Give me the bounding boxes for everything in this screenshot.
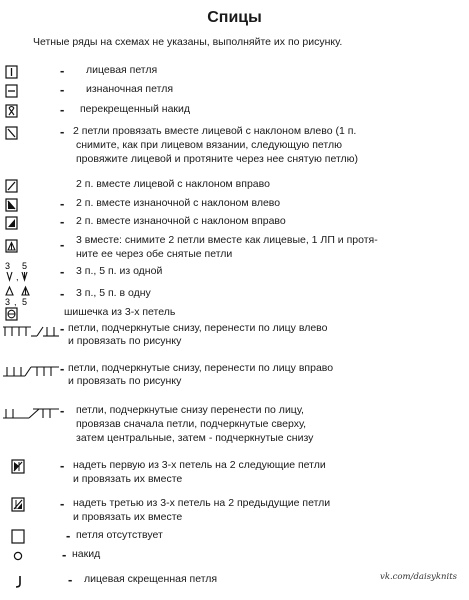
dash: - — [60, 403, 65, 418]
knit-stitch-icon — [3, 64, 55, 82]
legend-text: затем центральные, затем - подчеркнутые снизу — [76, 432, 314, 444]
legend-text: снимите, как при лицевом вязании, следующую петлю — [76, 139, 342, 151]
legend-text: и провязать их вместе — [73, 511, 183, 523]
dash: - — [60, 102, 65, 117]
legend-text: 3 п., 5 п. в одну — [76, 287, 151, 299]
k3tog-icon — [3, 238, 55, 256]
k2tog-right-icon — [3, 178, 55, 196]
legend-text: провяжите лицевой и протяните через нее снятую петлю) — [76, 153, 359, 165]
dash: - — [60, 214, 65, 229]
legend-text: 2 п. вместе изнаночной с наклоном вправо — [76, 215, 286, 227]
dash: - — [62, 547, 67, 562]
k2tog-left-icon — [3, 125, 55, 143]
svg-text:5: 5 — [22, 261, 28, 271]
legend-text: петли, подчеркнутые снизу, перенести по лицу вправо — [68, 362, 334, 374]
watermark: vk.com/daisyknits — [380, 572, 457, 582]
increase-3-5-icon — [3, 261, 55, 283]
legend-text: 2 п. вместе лицевой с наклоном вправо — [76, 178, 270, 190]
legend-text: и провязать по рисунку — [68, 335, 182, 347]
dash: - — [60, 82, 65, 97]
legend-text: лицевая петля — [86, 64, 158, 76]
dash: - — [68, 572, 73, 587]
dash: - — [60, 63, 65, 78]
svg-text:3: 3 — [5, 261, 11, 271]
legend-text: и провязать по рисунку — [68, 375, 182, 387]
legend-text: 3 п., 5 п. из одной — [76, 265, 163, 277]
legend-text: шишечка из 3-х петель — [64, 306, 176, 318]
yarn-over-icon — [10, 548, 62, 566]
dash: - — [60, 361, 65, 376]
p2tog-left-icon — [3, 197, 55, 215]
legend-text: перекрещенный накид — [80, 103, 190, 115]
svg-text:,: , — [16, 272, 19, 282]
cross-right-icon — [3, 362, 63, 380]
twisted-knit-icon — [12, 573, 64, 591]
decrease-3-5-icon — [3, 285, 55, 307]
purl-stitch-icon — [3, 83, 55, 101]
dash: - — [60, 264, 65, 279]
legend-text: 2 п. вместе изнаночной с наклоном влево — [76, 197, 281, 209]
svg-text:3: 3 — [5, 297, 11, 307]
no-stitch-icon — [10, 529, 62, 547]
legend-text: провязав сначала петли, подчеркнутые сверху, — [76, 418, 307, 430]
pass-first-over-icon — [10, 458, 65, 477]
legend-text: петли, подчеркнутые снизу перенести по лицу, — [76, 404, 304, 416]
dash: - — [60, 496, 65, 511]
page-title: Спицы — [207, 9, 262, 26]
dash: - — [60, 286, 65, 301]
svg-text:,: , — [14, 297, 17, 307]
legend-text: изнаночная петля — [86, 83, 174, 95]
p2tog-right-icon — [3, 215, 55, 233]
legend-text: надеть первую из 3-х петель на 2 следующие петли — [73, 459, 326, 471]
cross-left-icon — [3, 322, 63, 340]
legend-text: петля отсутствует — [76, 529, 163, 541]
legend-text: и провязать их вместе — [73, 473, 183, 485]
legend-text: 3 вместе: снимите 2 петли вместе как лицевые, 1 ЛП и протя- — [76, 234, 378, 246]
dash: - — [60, 237, 65, 252]
twisted-yarn-over-icon — [3, 103, 55, 121]
legend-text: 2 петли провязать вместе лицевой с наклоном влево (1 п. — [73, 125, 357, 137]
legend-text: надеть третью из 3-х петель на 2 предыдущие петли — [73, 497, 331, 509]
page-subtitle: Четные ряды на схемах не указаны, выполняйте их по рисунку. — [33, 36, 343, 48]
dash: - — [60, 321, 65, 336]
legend-text: лицевая скрещенная петля — [84, 573, 218, 585]
pass-third-over-icon — [10, 496, 65, 515]
dash: - — [60, 458, 65, 473]
dash: - — [60, 124, 65, 139]
legend-text: петли, подчеркнутые снизу, перенести по лицу влево — [68, 322, 328, 334]
dash: - — [60, 196, 65, 211]
dash: - — [66, 528, 71, 543]
svg-text:5: 5 — [22, 297, 28, 307]
legend-text: ните ее через обе снятые петли — [76, 248, 233, 260]
legend-text: накид — [72, 548, 101, 560]
cross-center-icon — [3, 404, 63, 422]
